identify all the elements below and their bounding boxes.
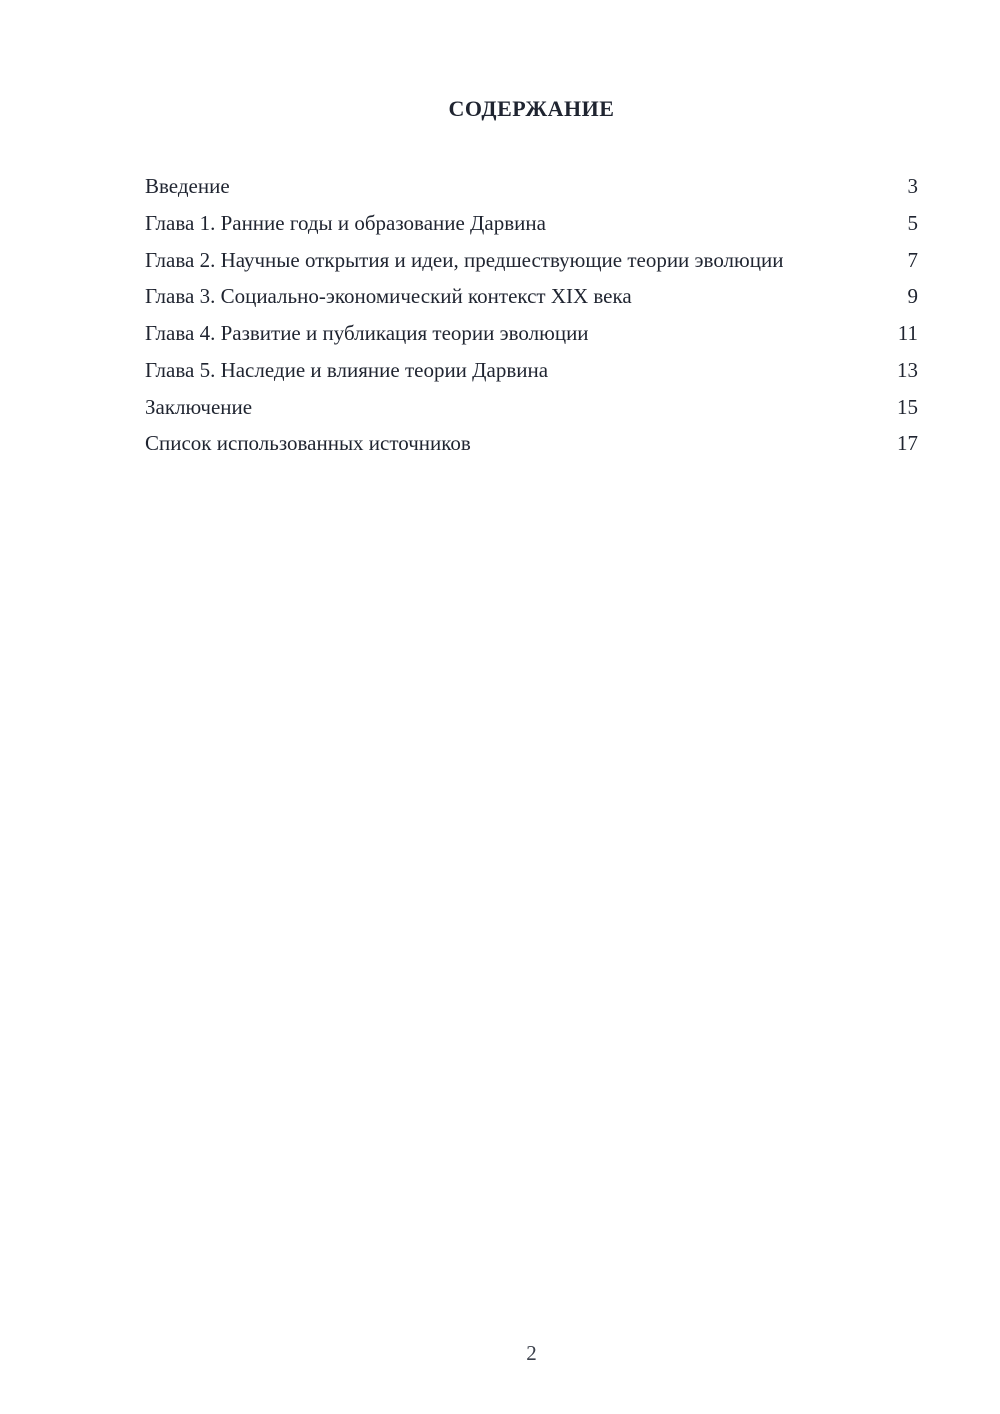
toc-entry-page: 7 xyxy=(907,247,918,272)
toc-entry-title: Глава 5. Наследие и влияние теории Дарвина xyxy=(145,357,549,382)
toc-entry-title: Глава 3. Социально-экономический контекст XIX века xyxy=(145,284,632,309)
toc-list xyxy=(145,168,918,462)
toc-entry-page: 17 xyxy=(897,431,918,456)
toc-entry-row xyxy=(145,352,918,389)
toc-entry-page: 13 xyxy=(897,357,918,382)
toc-entry-row xyxy=(145,168,918,205)
toc-entry-row xyxy=(145,389,918,426)
toc-entry-page: 3 xyxy=(907,174,918,198)
toc-entry-row xyxy=(145,205,918,242)
toc-entry-title: Введение xyxy=(145,174,230,198)
toc-entry-row xyxy=(145,278,918,315)
toc-entry-page: 5 xyxy=(907,210,918,235)
toc-entry-title: Глава 4. Развитие и публикация теории эволюции xyxy=(145,321,589,345)
toc-entry-row xyxy=(145,242,918,279)
toc-entry-row xyxy=(145,425,918,462)
toc-entry-row xyxy=(145,315,918,352)
toc-entry-title: Глава 2. Научные открытия и идеи, предшествующие теории эволюции xyxy=(145,247,784,272)
toc-entry-title: Список использованных источников xyxy=(145,431,471,456)
toc-entry-page: 15 xyxy=(897,394,918,419)
toc-entry-page: 9 xyxy=(907,284,918,309)
toc-entry-title: Глава 1. Ранние годы и образование Дарвина xyxy=(145,210,546,235)
toc-heading: СОДЕРЖАНИЕ xyxy=(448,96,615,121)
page-number: 2 xyxy=(526,1341,537,1365)
toc-entry-title: Заключение xyxy=(145,394,253,419)
toc-entry-page: 11 xyxy=(897,321,918,345)
